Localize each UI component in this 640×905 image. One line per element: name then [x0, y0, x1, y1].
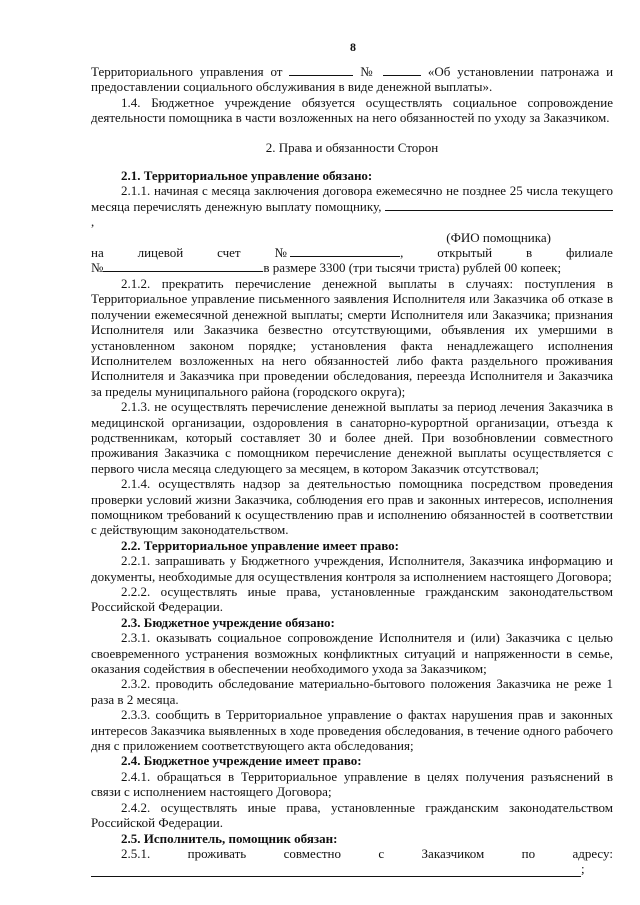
paragraph-2-1-3: 2.1.3. не осуществлять перечисление денежной выплаты за период лечения Заказчика в медицинской организации, оздоровления в санаторно-курортной организации, отъезда к родственникам, который составляет 30 и более дней. При возобновлении совместного проживания Заказчика с помощником перечисление денежной выплаты осуществляется с первого числа месяца следующего за месяцем, в котором Заказчик отсутствовал;: [91, 399, 613, 476]
fio-blank: [385, 199, 613, 211]
paragraph-2-1-1-text: 2.1.1. начиная с месяца заключения договора ежемесячно не позднее 25 числа текущего месяца перечислять денежную выплату помощнику,: [91, 183, 613, 214]
paragraph-2-2-1: 2.2.1. запрашивать у Бюджетного учреждения, Исполнителя, Заказчика информацию и документы, необходимые для осуществления контроля за исполнением настоящего Договора;: [91, 553, 613, 584]
paragraph-2-4-2: 2.4.2. осуществлять иные права, установленные гражданским законодательством Российской Федерации.: [91, 799, 613, 831]
branch-number-sign: №: [91, 260, 104, 276]
paragraph-2-1-2: 2.1.2. прекратить перечисление денежной выплаты в случаях: поступления в Территориальное управление письменного заявления Исполнителя или Заказчика об отказе в получении ежемесячной денежной выплаты; смерти Исполнителя или Заказчика; признания Исполнителя или Заказчика безвестно отсутствующими, объявления их умершими в установленном законом порядке; установления факта ненадлежащего исполнения Исполнителем возложенных на него обязанностей либо факта раздельного проживания Исполнителя и Заказчика при проведении обследования, переезда Исполнителя и Заказчика за пределы муниципального района (городского округа);: [91, 275, 613, 399]
heading-2-5: 2.5. Исполнитель, помощник обязан:: [121, 830, 338, 846]
heading-2-1: 2.1. Территориальное управление обязано:: [121, 168, 373, 184]
paragraph-2-4-1: 2.4.1. обращаться в Территориальное управление в целях получения разъяснений в связи с исполнением настоящего Договора;: [91, 768, 613, 800]
heading-2-4: 2.4. Бюджетное учреждение имеет право:: [121, 753, 362, 769]
p251-word-5: Заказчиком: [421, 845, 485, 861]
p251-word-6: по: [521, 845, 536, 861]
paragraph-2-3-1: 2.3.1. оказывать социальное сопровождение Исполнителя и (или) Заказчика с целью своевременного устранения возможных конфликтных ситуаций и напряженности в семье, оказания содействия в обеспечении необходимого ухода за Заказчиком;: [91, 630, 613, 677]
account-word-1: на: [91, 245, 104, 261]
intro-number-sign: №: [360, 64, 377, 79]
fio-comma: ,: [91, 214, 95, 230]
fio-caption: (ФИО помощника): [446, 229, 551, 245]
p251-word-4: с: [378, 845, 385, 861]
address-line: [91, 861, 613, 876]
p251-word-3: совместно: [283, 845, 342, 861]
paragraph-2-3-3: 2.3.3. сообщить в Территориальное управление о фактах нарушения прав и законных интересов Заказчика выявленных в ходе проведения обследования, в течение одного рабочего дня с приложением соответствующего акта обследования;: [91, 707, 613, 754]
p251-word-1: 2.5.1.: [121, 845, 151, 861]
paragraph-2-2-2: 2.2.2. осуществлять иные права, установленные гражданским законодательством Российской Федерации.: [91, 584, 613, 615]
intro-text-c: «Об установлении патронажа и предоставлении социального обслуживания в виде денежной выплаты».: [91, 64, 614, 95]
intro-text-a: Территориального управления от: [91, 64, 283, 79]
number-blank: [383, 64, 421, 76]
address-semicolon: ;: [581, 861, 585, 877]
paragraph-intro: [91, 64, 613, 95]
account-line: [91, 245, 613, 260]
account-word-8: филиале: [565, 245, 613, 261]
payment-amount-text: в размере 3300 (три тысячи триста) рублей 00 копеек;: [263, 260, 562, 276]
account-word-7: в: [525, 245, 533, 261]
account-word-2: лицевой: [137, 245, 184, 261]
section-2-title: 2. Права и обязанности Сторон: [265, 139, 439, 155]
p251-word-7: адресу:: [572, 845, 613, 861]
paragraph-1-4: 1.4. Бюджетное учреждение обязуется осуществлять социальное сопровождение деятельности помощника в части возложенных на него обязанностей по уходу за Заказчиком.: [91, 94, 613, 126]
account-word-3: счет: [217, 245, 241, 261]
account-word-4: № ,: [274, 245, 404, 261]
page-number: 8: [350, 40, 356, 54]
account-word-6: открытый: [437, 245, 493, 261]
date-blank: [289, 64, 353, 76]
heading-2-2: 2.2. Территориальное управление имеет право:: [121, 537, 400, 553]
address-blank: [91, 867, 581, 877]
branch-blank: [103, 260, 263, 272]
paragraph-2-1-1: [91, 183, 613, 229]
account-line-2: [91, 260, 613, 275]
paragraph-2-5-1: [91, 846, 613, 861]
paragraph-2-3-2: 2.3.2. проводить обследование материально-бытового положения Заказчика не реже 1 раза в 2 месяца.: [91, 676, 613, 707]
paragraph-2-1-4: 2.1.4. осуществлять надзор за деятельностью помощника посредством проведения проверки условий жизни Заказчика, соблюдения его прав и законных интересов, исполнения помощником требований к осуществлению прав и исполнению обязанностей в соответствии с действующим законодательством.: [91, 476, 613, 538]
account-blank: [290, 245, 400, 257]
p251-word-2: проживать: [187, 845, 247, 861]
heading-2-3: 2.3. Бюджетное учреждение обязано:: [121, 614, 335, 630]
